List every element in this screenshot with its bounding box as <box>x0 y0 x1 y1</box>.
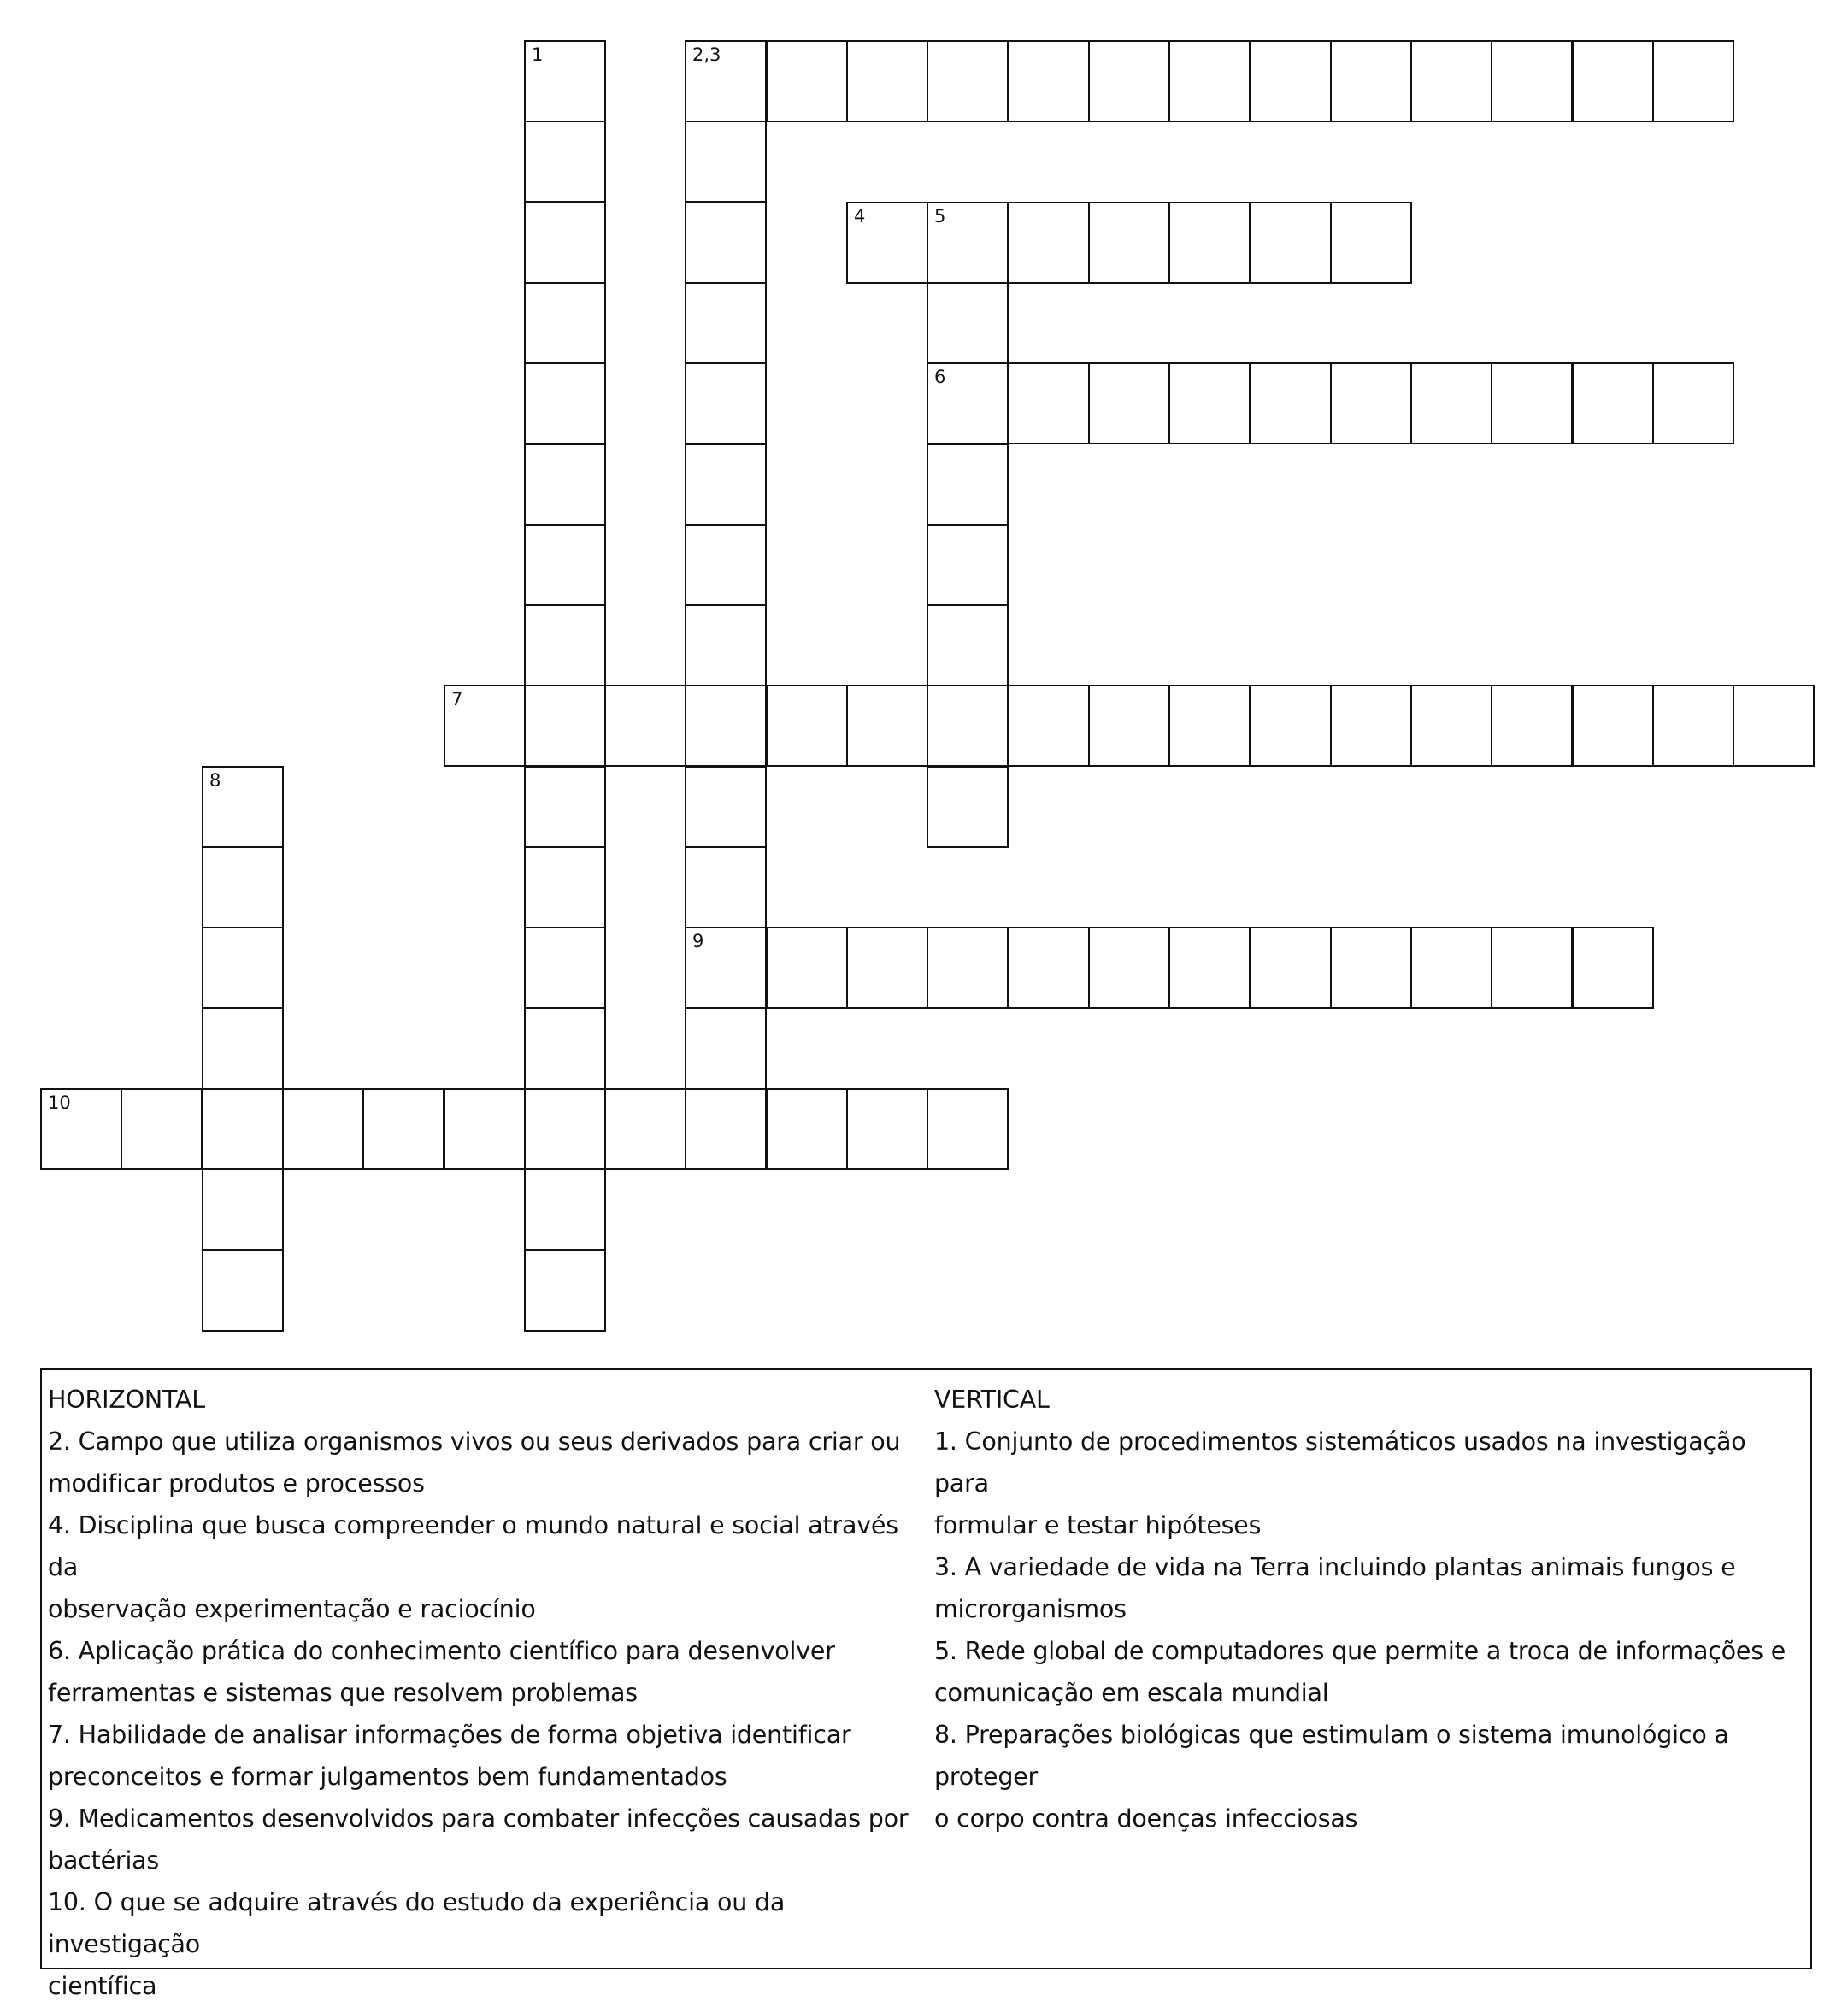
clue-number: 10 <box>48 1092 71 1113</box>
grid-cell[interactable] <box>927 927 1009 1009</box>
grid-cell[interactable] <box>685 766 767 848</box>
across-clue-4-line2: observação experimentação e raciocínio <box>48 1595 536 1623</box>
clue-number: 7 <box>451 689 463 709</box>
grid-cell[interactable] <box>1250 927 1332 1009</box>
grid-cell[interactable] <box>766 40 848 122</box>
grid-cell[interactable] <box>1008 202 1090 284</box>
grid-cell[interactable] <box>524 604 606 686</box>
grid-cell[interactable] <box>846 685 928 767</box>
grid-cell[interactable] <box>685 1008 767 1090</box>
grid-cell[interactable] <box>604 685 686 767</box>
grid-cell[interactable] <box>202 846 284 928</box>
grid-cell[interactable] <box>685 282 767 364</box>
grid-cell[interactable] <box>444 1088 526 1170</box>
grid-cell[interactable] <box>40 1088 122 1170</box>
grid-cell[interactable] <box>1491 927 1573 1009</box>
clue-number: 9 <box>692 931 704 951</box>
grid-cell[interactable] <box>1491 40 1573 122</box>
clue-number: 8 <box>209 770 221 791</box>
grid-cell[interactable] <box>927 282 1009 364</box>
grid-cell[interactable] <box>604 1088 686 1170</box>
across-clue-9-line2: bactérias <box>48 1846 160 1875</box>
grid-cell[interactable] <box>524 121 606 203</box>
grid-cell[interactable] <box>1572 685 1654 767</box>
grid-cell[interactable] <box>1088 685 1170 767</box>
across-clue-4-line1: 4. Disciplina que busca compreender o mundo natural e social através da <box>48 1511 898 1581</box>
clue-number: 6 <box>934 367 946 387</box>
grid-cell[interactable] <box>121 1088 203 1170</box>
down-clue-8-line1: 8. Preparações biológicas que estimulam o sistema imunológico a proteger <box>934 1721 1729 1791</box>
grid-cell[interactable] <box>524 40 606 122</box>
grid-cell[interactable] <box>685 604 767 686</box>
down-clue-3-line2: microrganismos <box>934 1595 1127 1623</box>
grid-cell[interactable] <box>1572 40 1654 122</box>
grid-cell[interactable] <box>766 685 848 767</box>
grid-cell[interactable] <box>685 1088 767 1170</box>
grid-cell[interactable] <box>1330 927 1412 1009</box>
down-heading: VERTICAL <box>934 1386 1050 1414</box>
grid-cell[interactable] <box>1088 362 1170 444</box>
grid-cell[interactable] <box>927 1088 1009 1170</box>
grid-cell[interactable] <box>1250 362 1332 444</box>
grid-cell[interactable] <box>1088 40 1170 122</box>
grid-cell[interactable] <box>1491 362 1573 444</box>
clue-number: 2,3 <box>692 44 721 65</box>
grid-cell[interactable] <box>524 282 606 364</box>
grid-cell[interactable] <box>524 444 606 526</box>
grid-cell[interactable] <box>1168 362 1251 444</box>
grid-cell[interactable] <box>927 685 1009 767</box>
down-clue-1-line1: 1. Conjunto de procedimentos sistemáticos usados na investigação para <box>934 1427 1746 1498</box>
grid-cell[interactable] <box>282 1088 364 1170</box>
grid-cell[interactable] <box>202 1168 284 1251</box>
grid-cell[interactable] <box>685 202 767 284</box>
grid-cell[interactable] <box>1088 927 1170 1009</box>
across-clue-10-line2: científica <box>48 1972 157 2000</box>
down-clue-5-line2: comunicação em escala mundial <box>934 1679 1329 1707</box>
grid-cell[interactable] <box>1410 927 1492 1009</box>
across-clue-6-line1: 6. Aplicação prática do conhecimento científico para desenvolver <box>48 1637 835 1665</box>
grid-cell[interactable] <box>927 40 1009 122</box>
grid-cell[interactable] <box>927 766 1009 848</box>
across-clue-7-line1: 7. Habilidade de analisar informações de forma objetiva identificar <box>48 1721 851 1749</box>
grid-cell[interactable] <box>1330 40 1412 122</box>
grid-cell[interactable] <box>846 927 928 1009</box>
grid-cell[interactable] <box>1008 40 1090 122</box>
grid-cell[interactable] <box>1008 362 1090 444</box>
across-clue-2-line2: modificar produtos e processos <box>48 1469 425 1498</box>
grid-cell[interactable] <box>202 1250 284 1332</box>
grid-cell[interactable] <box>1008 927 1090 1009</box>
grid-cell[interactable] <box>685 846 767 928</box>
grid-cell[interactable] <box>202 1008 284 1090</box>
grid-cell[interactable] <box>524 202 606 284</box>
grid-cell[interactable] <box>1008 685 1090 767</box>
grid-cell[interactable] <box>846 202 928 284</box>
clue-number: 1 <box>532 44 544 65</box>
grid-cell[interactable] <box>846 40 928 122</box>
grid-cell[interactable] <box>524 362 606 444</box>
down-clue-5-line1: 5. Rede global de computadores que permite a troca de informações e <box>934 1637 1786 1665</box>
grid-cell[interactable] <box>685 685 767 767</box>
grid-cell[interactable] <box>1572 927 1654 1009</box>
grid-cell[interactable] <box>524 524 606 606</box>
grid-cell[interactable] <box>524 1250 606 1332</box>
grid-cell[interactable] <box>1733 685 1815 767</box>
clues-panel <box>40 1368 1812 2000</box>
grid-cell[interactable] <box>766 927 848 1009</box>
down-clue-3-line1: 3. A variedade de vida na Terra incluindo plantas animais fungos e <box>934 1553 1736 1581</box>
across-clue-9-line1: 9. Medicamentos desenvolvidos para combater infecções causadas por <box>48 1804 909 1833</box>
grid-cell[interactable] <box>685 524 767 606</box>
grid-cell[interactable] <box>1330 202 1412 284</box>
grid-cell[interactable] <box>524 1008 606 1090</box>
clue-number: 4 <box>854 206 866 227</box>
grid-cell[interactable] <box>1652 685 1734 767</box>
grid-cell[interactable] <box>444 685 526 767</box>
down-clue-1-line2: formular e testar hipóteses <box>934 1511 1262 1539</box>
grid-cell[interactable] <box>685 362 767 444</box>
across-clue-2-line1: 2. Campo que utiliza organismos vivos ou seus derivados para criar ou <box>48 1427 901 1456</box>
grid-cell[interactable] <box>524 1168 606 1251</box>
grid-cell[interactable] <box>524 846 606 928</box>
across-clue-6-line2: ferramentas e sistemas que resolvem problemas <box>48 1679 638 1707</box>
grid-cell[interactable] <box>685 121 767 203</box>
grid-cell[interactable] <box>202 927 284 1009</box>
grid-cell[interactable] <box>1250 202 1332 284</box>
grid-cell[interactable] <box>1168 40 1251 122</box>
grid-cell[interactable] <box>524 1088 606 1170</box>
down-clues <box>934 1379 1806 1839</box>
grid-cell[interactable] <box>524 766 606 848</box>
grid-cell[interactable] <box>1652 40 1734 122</box>
grid-cell[interactable] <box>1330 362 1412 444</box>
grid-cell[interactable] <box>1652 362 1734 444</box>
grid-cell[interactable] <box>766 1088 848 1170</box>
grid-cell[interactable] <box>927 362 1009 444</box>
grid-cell[interactable] <box>927 524 1009 606</box>
across-clue-10-line1: 10. O que se adquire através do estudo da experiência ou da investigação <box>48 1888 786 1958</box>
grid-cell[interactable] <box>1410 685 1492 767</box>
grid-cell[interactable] <box>524 927 606 1009</box>
grid-cell[interactable] <box>927 604 1009 686</box>
grid-cell[interactable] <box>1410 362 1492 444</box>
across-clue-7-line2: preconceitos e formar julgamentos bem fundamentados <box>48 1763 727 1791</box>
grid-cell[interactable] <box>927 202 1009 284</box>
grid-cell[interactable] <box>927 444 1009 526</box>
grid-cell[interactable] <box>846 1088 928 1170</box>
grid-cell[interactable] <box>524 685 606 767</box>
grid-cell[interactable] <box>685 927 767 1009</box>
grid-cell[interactable] <box>362 1088 444 1170</box>
grid-cell[interactable] <box>1088 202 1170 284</box>
grid-cell[interactable] <box>1168 685 1251 767</box>
grid-cell[interactable] <box>1250 685 1332 767</box>
grid-cell[interactable] <box>1250 40 1332 122</box>
grid-cell[interactable] <box>1168 202 1251 284</box>
grid-cell[interactable] <box>1168 927 1251 1009</box>
grid-cell[interactable] <box>685 444 767 526</box>
across-clues <box>48 1379 920 2007</box>
grid-cell[interactable] <box>1330 685 1412 767</box>
down-clue-8-line2: o corpo contra doenças infecciosas <box>934 1804 1358 1833</box>
grid-cell[interactable] <box>1572 362 1654 444</box>
grid-cell[interactable] <box>1410 40 1492 122</box>
grid-cell[interactable] <box>202 1088 284 1170</box>
across-heading: HORIZONTAL <box>48 1386 205 1414</box>
grid-cell[interactable] <box>202 766 284 848</box>
grid-cell[interactable] <box>685 40 767 122</box>
clue-number: 5 <box>934 206 946 227</box>
grid-cell[interactable] <box>1491 685 1573 767</box>
